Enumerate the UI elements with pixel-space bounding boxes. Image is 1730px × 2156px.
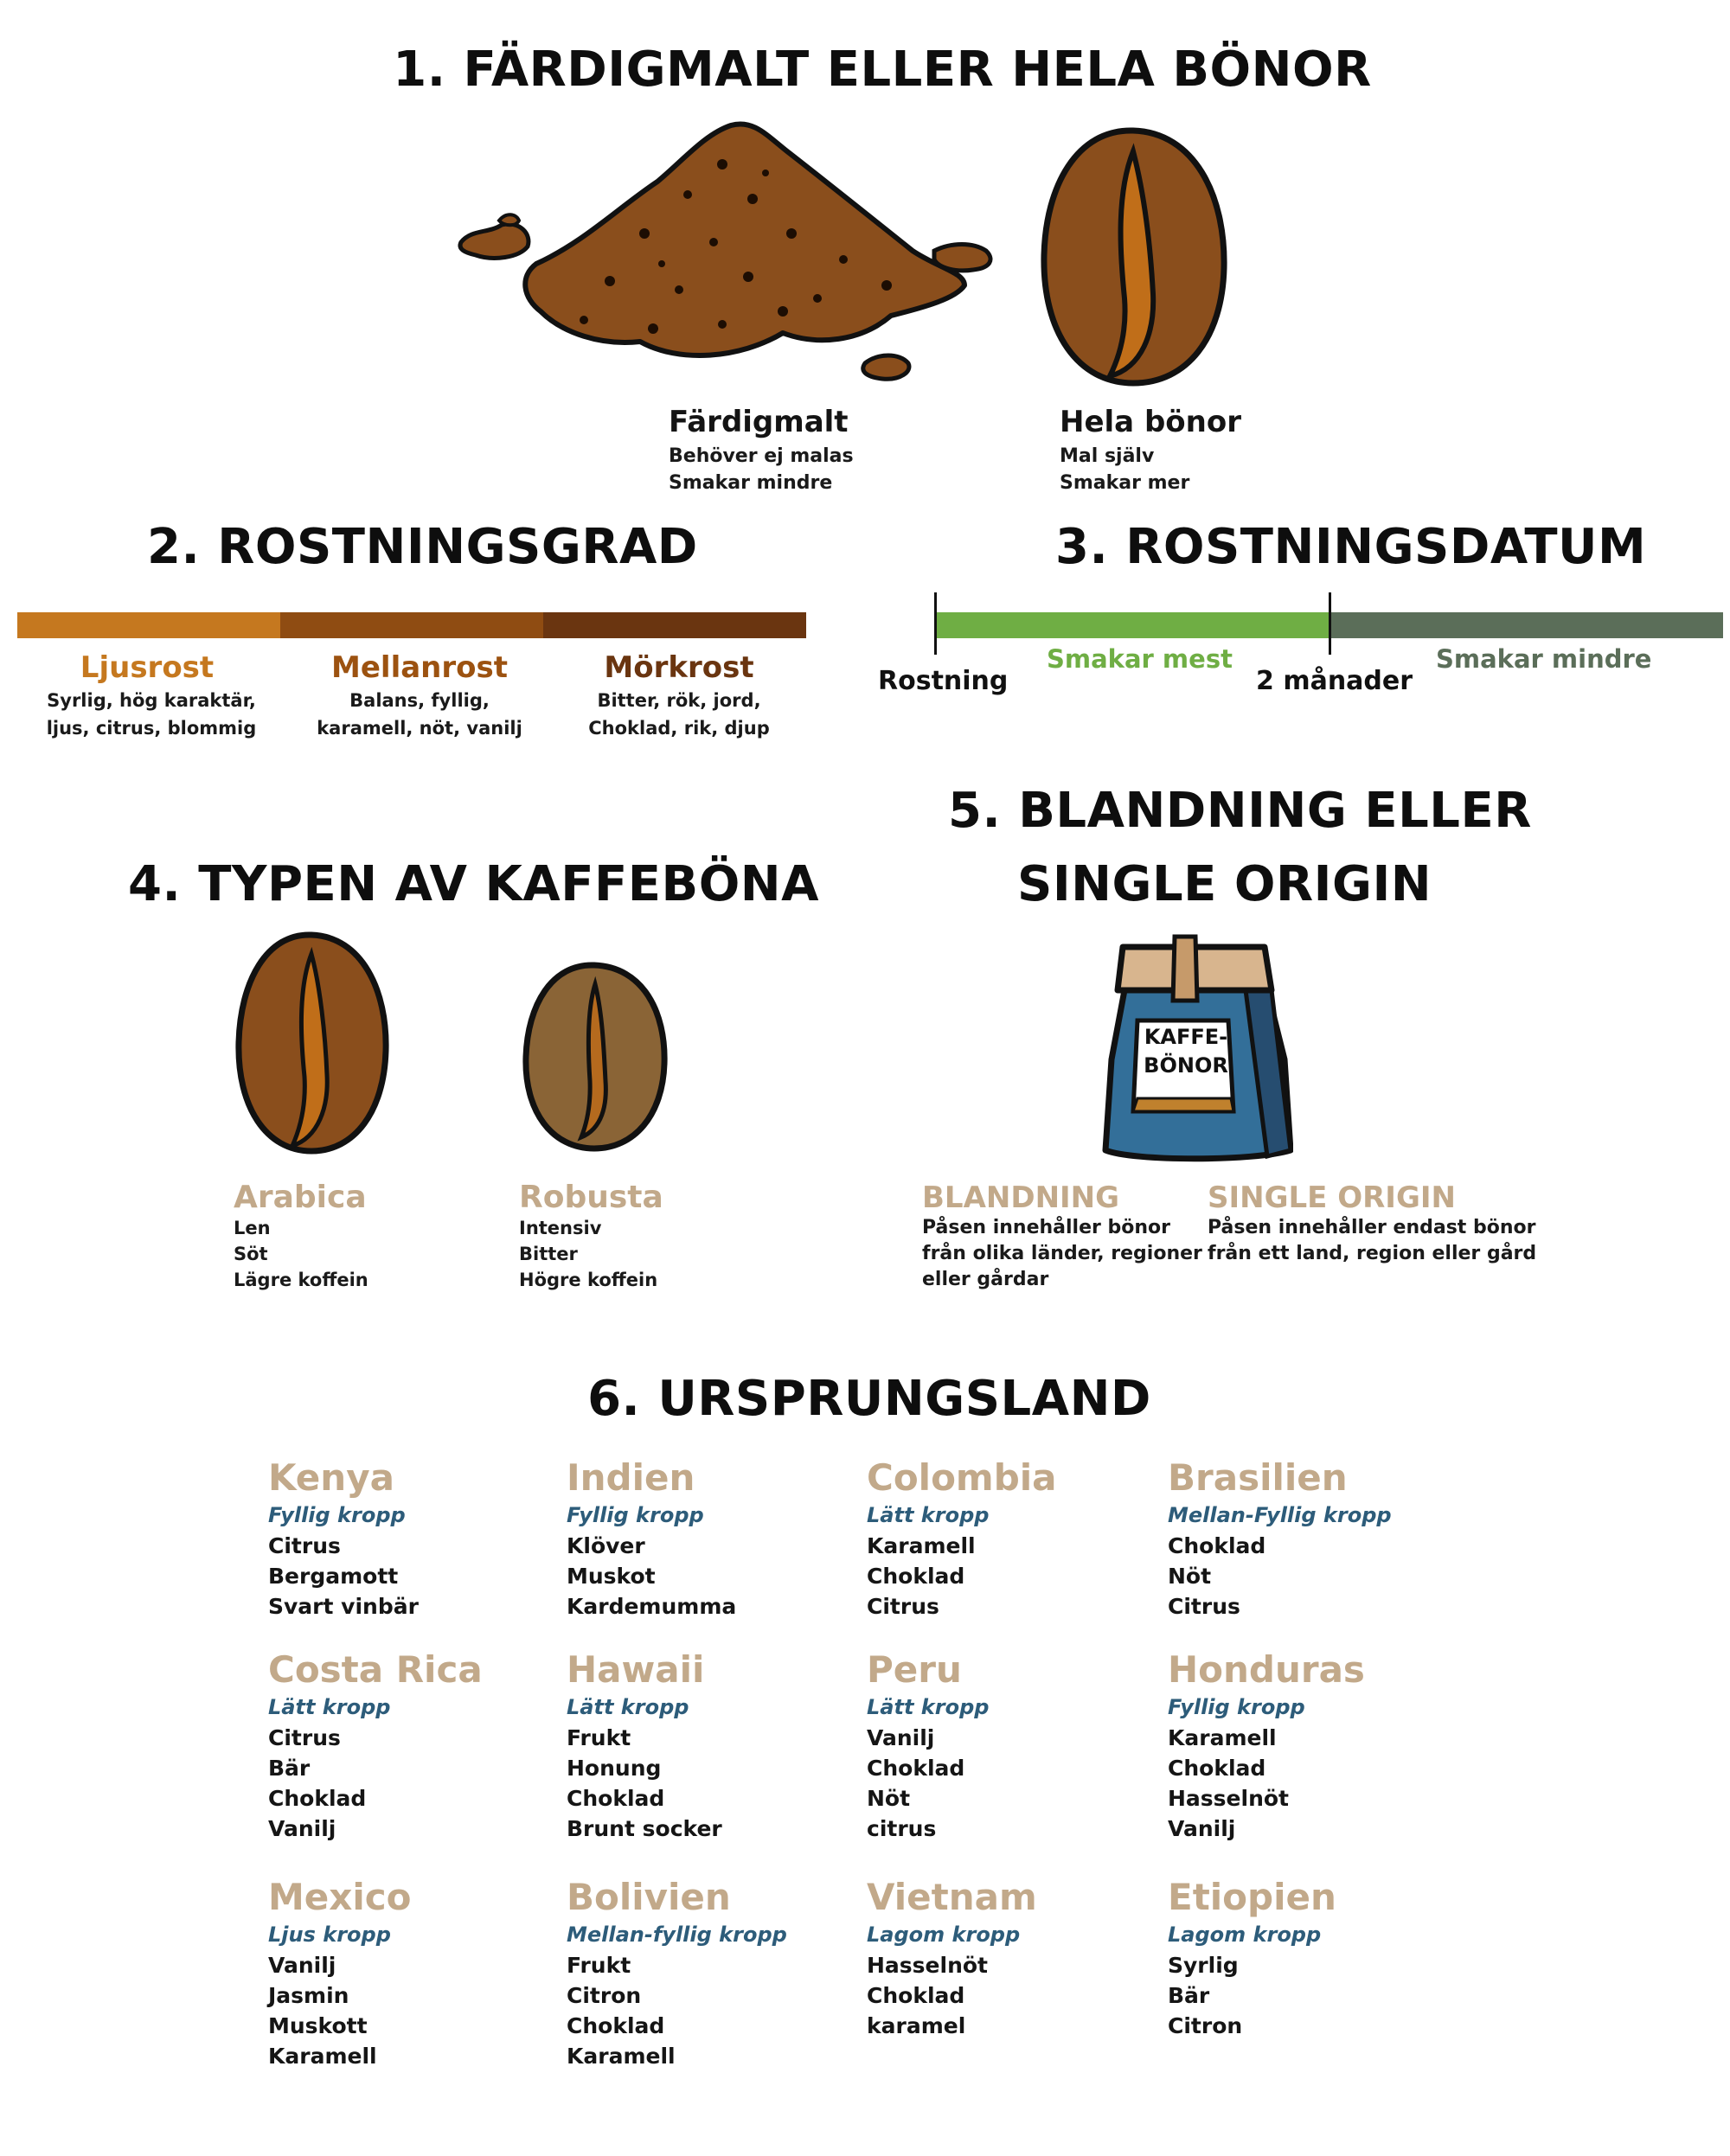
country-name: Etiopien xyxy=(1168,1876,1336,1918)
country-name: Indien xyxy=(567,1456,695,1499)
roast-bar-light xyxy=(17,612,280,638)
country-card xyxy=(567,1875,787,2071)
country-flavor-note: Svart vinbär xyxy=(268,1594,419,1619)
roast-name-medium: Mellanrost xyxy=(331,650,508,685)
roast-desc-medium xyxy=(285,687,554,742)
country-name: Colombia xyxy=(867,1456,1057,1499)
single-origin-info xyxy=(1208,1180,1536,1267)
section6-title: 6. URSPRUNGSLAND xyxy=(587,1371,1151,1427)
country-flavor-note: Vanilj xyxy=(867,1725,935,1750)
arabica-line: Lägre koffein xyxy=(234,1270,368,1290)
whole-description xyxy=(1060,443,1189,496)
country-flavor-note: Citrus xyxy=(268,1725,341,1750)
country-card xyxy=(867,1647,989,1844)
section2-title: 2. ROSTNINGSGRAD xyxy=(147,519,698,575)
timeline-start-label: Rostning xyxy=(878,666,1009,696)
country-flavor-note: Honung xyxy=(567,1756,662,1781)
robusta-line: Högre koffein xyxy=(519,1270,658,1290)
section5-title-line1: 5. BLANDNING ELLER xyxy=(948,783,1532,839)
ground-coffee-pile-icon xyxy=(454,112,1016,398)
arabica-line: Len xyxy=(234,1218,271,1238)
country-flavor-note: Syrlig xyxy=(1168,1953,1239,1978)
country-flavor-note: Kardemumma xyxy=(567,1594,737,1619)
country-body: Fyllig kropp xyxy=(1168,1695,1305,1719)
country-flavor-note: Bergamott xyxy=(268,1564,399,1589)
roast-desc-light xyxy=(17,687,285,742)
section1-title: 1. FÄRDIGMALT ELLER HELA BÖNOR xyxy=(393,42,1372,98)
country-body: Fyllig kropp xyxy=(567,1503,704,1527)
timeline-good-label: Smakar mest xyxy=(1047,644,1233,674)
country-name: Brasilien xyxy=(1168,1456,1348,1499)
country-card xyxy=(268,1647,483,1844)
country-flavor-note: Karamell xyxy=(567,2044,676,2069)
country-body: Lätt kropp xyxy=(867,1695,990,1719)
freshness-bad-bar xyxy=(1330,612,1723,638)
country-flavor-note: Choklad xyxy=(867,1564,965,1589)
whole-label: Hela bönor xyxy=(1060,405,1241,439)
country-name: Hawaii xyxy=(567,1648,705,1691)
roast-desc-dark xyxy=(545,687,813,742)
country-flavor-note: Choklad xyxy=(867,1756,965,1781)
roast-bar-dark xyxy=(543,612,806,638)
country-flavor-note: Vanilj xyxy=(268,1816,336,1841)
country-flavor-note: Choklad xyxy=(567,1786,665,1811)
roast-name-dark: Mörkrost xyxy=(604,650,754,685)
country-card xyxy=(567,1455,736,1622)
country-flavor-note: Vanilj xyxy=(1168,1816,1236,1841)
country-flavor-note: Muskott xyxy=(268,2013,368,2038)
country-card xyxy=(567,1647,722,1844)
country-flavor-note: Citrus xyxy=(1168,1594,1240,1619)
country-card xyxy=(1168,1875,1336,2041)
roast-name-light: Ljusrost xyxy=(80,650,215,685)
roast-desc-line: Syrlig, hög karaktär, xyxy=(47,690,256,711)
bag-text-line1: KAFFE- xyxy=(1144,1025,1228,1049)
roast-desc-line: Choklad, rik, djup xyxy=(588,718,770,739)
country-flavor-note: citrus xyxy=(867,1816,937,1841)
bag-text-line2: BÖNOR xyxy=(1144,1053,1228,1078)
country-flavor-note: Bär xyxy=(268,1756,311,1781)
country-name: Kenya xyxy=(268,1456,394,1499)
country-flavor-note: Jasmin xyxy=(268,1983,349,2008)
country-name: Vietnam xyxy=(867,1876,1037,1918)
timeline-bad-label: Smakar mindre xyxy=(1436,644,1652,674)
whole-line: Mal själv xyxy=(1060,445,1155,467)
country-flavor-note: Choklad xyxy=(1168,1756,1266,1781)
country-body: Lagom kropp xyxy=(867,1922,1021,1947)
country-flavor-note: Bär xyxy=(1168,1983,1210,2008)
country-body: Ljus kropp xyxy=(268,1922,391,1947)
timeline-start-tick xyxy=(934,592,937,655)
country-flavor-note: Hasselnöt xyxy=(867,1953,989,1978)
arabica-name: Arabica xyxy=(234,1180,367,1215)
country-body: Mellan-Fyllig kropp xyxy=(1168,1503,1392,1527)
country-flavor-note: Citrus xyxy=(268,1533,341,1558)
country-card xyxy=(1168,1455,1392,1622)
country-name: Costa Rica xyxy=(268,1648,483,1691)
ground-line: Behöver ej malas xyxy=(669,445,854,467)
country-flavor-note: Muskot xyxy=(567,1564,656,1589)
roast-desc-line: Balans, fyllig, xyxy=(349,690,490,711)
country-flavor-note: Nöt xyxy=(1168,1564,1212,1589)
arabica-info xyxy=(234,1180,368,1293)
country-flavor-note: Karamell xyxy=(268,2044,377,2069)
blend-line: från olika länder, regioner xyxy=(922,1243,1202,1264)
ground-description xyxy=(669,443,854,496)
country-card xyxy=(268,1455,419,1622)
robusta-line: Bitter xyxy=(519,1244,578,1264)
single-origin-name: SINGLE ORIGIN xyxy=(1208,1180,1456,1215)
country-card xyxy=(1168,1647,1365,1844)
country-flavor-note: Choklad xyxy=(1168,1533,1266,1558)
country-flavor-note: Karamell xyxy=(1168,1725,1277,1750)
country-name: Mexico xyxy=(268,1876,412,1918)
country-flavor-note: Hasselnöt xyxy=(1168,1786,1290,1811)
single-origin-line: från ett land, region eller gård xyxy=(1208,1243,1537,1264)
country-flavor-note: Choklad xyxy=(268,1786,367,1811)
blend-info xyxy=(922,1180,1202,1293)
country-flavor-note: Vanilj xyxy=(268,1953,336,1978)
country-flavor-note: Choklad xyxy=(567,2013,665,2038)
country-flavor-note: Klöver xyxy=(567,1533,645,1558)
country-name: Bolivien xyxy=(567,1876,731,1918)
country-flavor-note: Frukt xyxy=(567,1953,631,1978)
country-name: Peru xyxy=(867,1648,962,1691)
whole-bean-icon xyxy=(1034,125,1233,389)
timeline-mid-label: 2 månader xyxy=(1256,666,1413,696)
roast-desc-line: ljus, citrus, blommig xyxy=(46,718,257,739)
arabica-line: Söt xyxy=(234,1244,268,1264)
country-body: Lätt kropp xyxy=(567,1695,689,1719)
country-name: Honduras xyxy=(1168,1648,1365,1691)
roast-bar-medium xyxy=(280,612,543,638)
robusta-info xyxy=(519,1180,663,1293)
freshness-good-bar xyxy=(936,612,1330,638)
robusta-name: Robusta xyxy=(519,1180,663,1215)
whole-line: Smakar mer xyxy=(1060,472,1190,494)
country-body: Lätt kropp xyxy=(268,1695,391,1719)
roast-bar xyxy=(17,612,806,638)
country-card xyxy=(867,1455,1057,1622)
single-origin-line: Påsen innehåller endast bönor xyxy=(1208,1217,1536,1238)
country-flavor-note: Frukt xyxy=(567,1725,631,1750)
blend-name: BLANDNING xyxy=(922,1180,1120,1215)
country-flavor-note: Citrus xyxy=(867,1594,939,1619)
country-body: Lagom kropp xyxy=(1168,1922,1322,1947)
country-card xyxy=(867,1875,1037,2041)
country-body: Mellan-fyllig kropp xyxy=(567,1922,787,1947)
robusta-line: Intensiv xyxy=(519,1218,602,1238)
coffee-bag-icon xyxy=(1099,930,1293,1168)
roast-desc-line: Bitter, rök, jord, xyxy=(597,690,761,711)
ground-line: Smakar mindre xyxy=(669,472,833,494)
country-body: Fyllig kropp xyxy=(268,1503,406,1527)
blend-line: eller gårdar xyxy=(922,1269,1049,1290)
blend-line: Påsen innehåller bönor xyxy=(922,1217,1171,1238)
country-flavor-note: Citron xyxy=(567,1983,642,2008)
country-body: Lätt kropp xyxy=(867,1503,990,1527)
robusta-bean-icon xyxy=(517,960,671,1155)
country-card xyxy=(268,1875,412,2071)
section5-title-line2: SINGLE ORIGIN xyxy=(1017,856,1432,912)
country-flavor-note: Citron xyxy=(1168,2013,1243,2038)
country-flavor-note: karamel xyxy=(867,2013,966,2038)
country-flavor-note: Karamell xyxy=(867,1533,976,1558)
section3-title: 3. ROSTNINGSDATUM xyxy=(1055,519,1647,575)
country-flavor-note: Brunt socker xyxy=(567,1816,722,1841)
country-flavor-note: Nöt xyxy=(867,1786,911,1811)
country-flavor-note: Choklad xyxy=(867,1983,965,2008)
section4-title: 4. TYPEN AV KAFFEBÖNA xyxy=(128,856,820,912)
timeline-mid-tick xyxy=(1329,592,1331,655)
arabica-bean-icon xyxy=(232,930,393,1156)
ground-label: Färdigmalt xyxy=(669,405,849,439)
roast-desc-line: karamell, nöt, vanilj xyxy=(317,718,522,739)
